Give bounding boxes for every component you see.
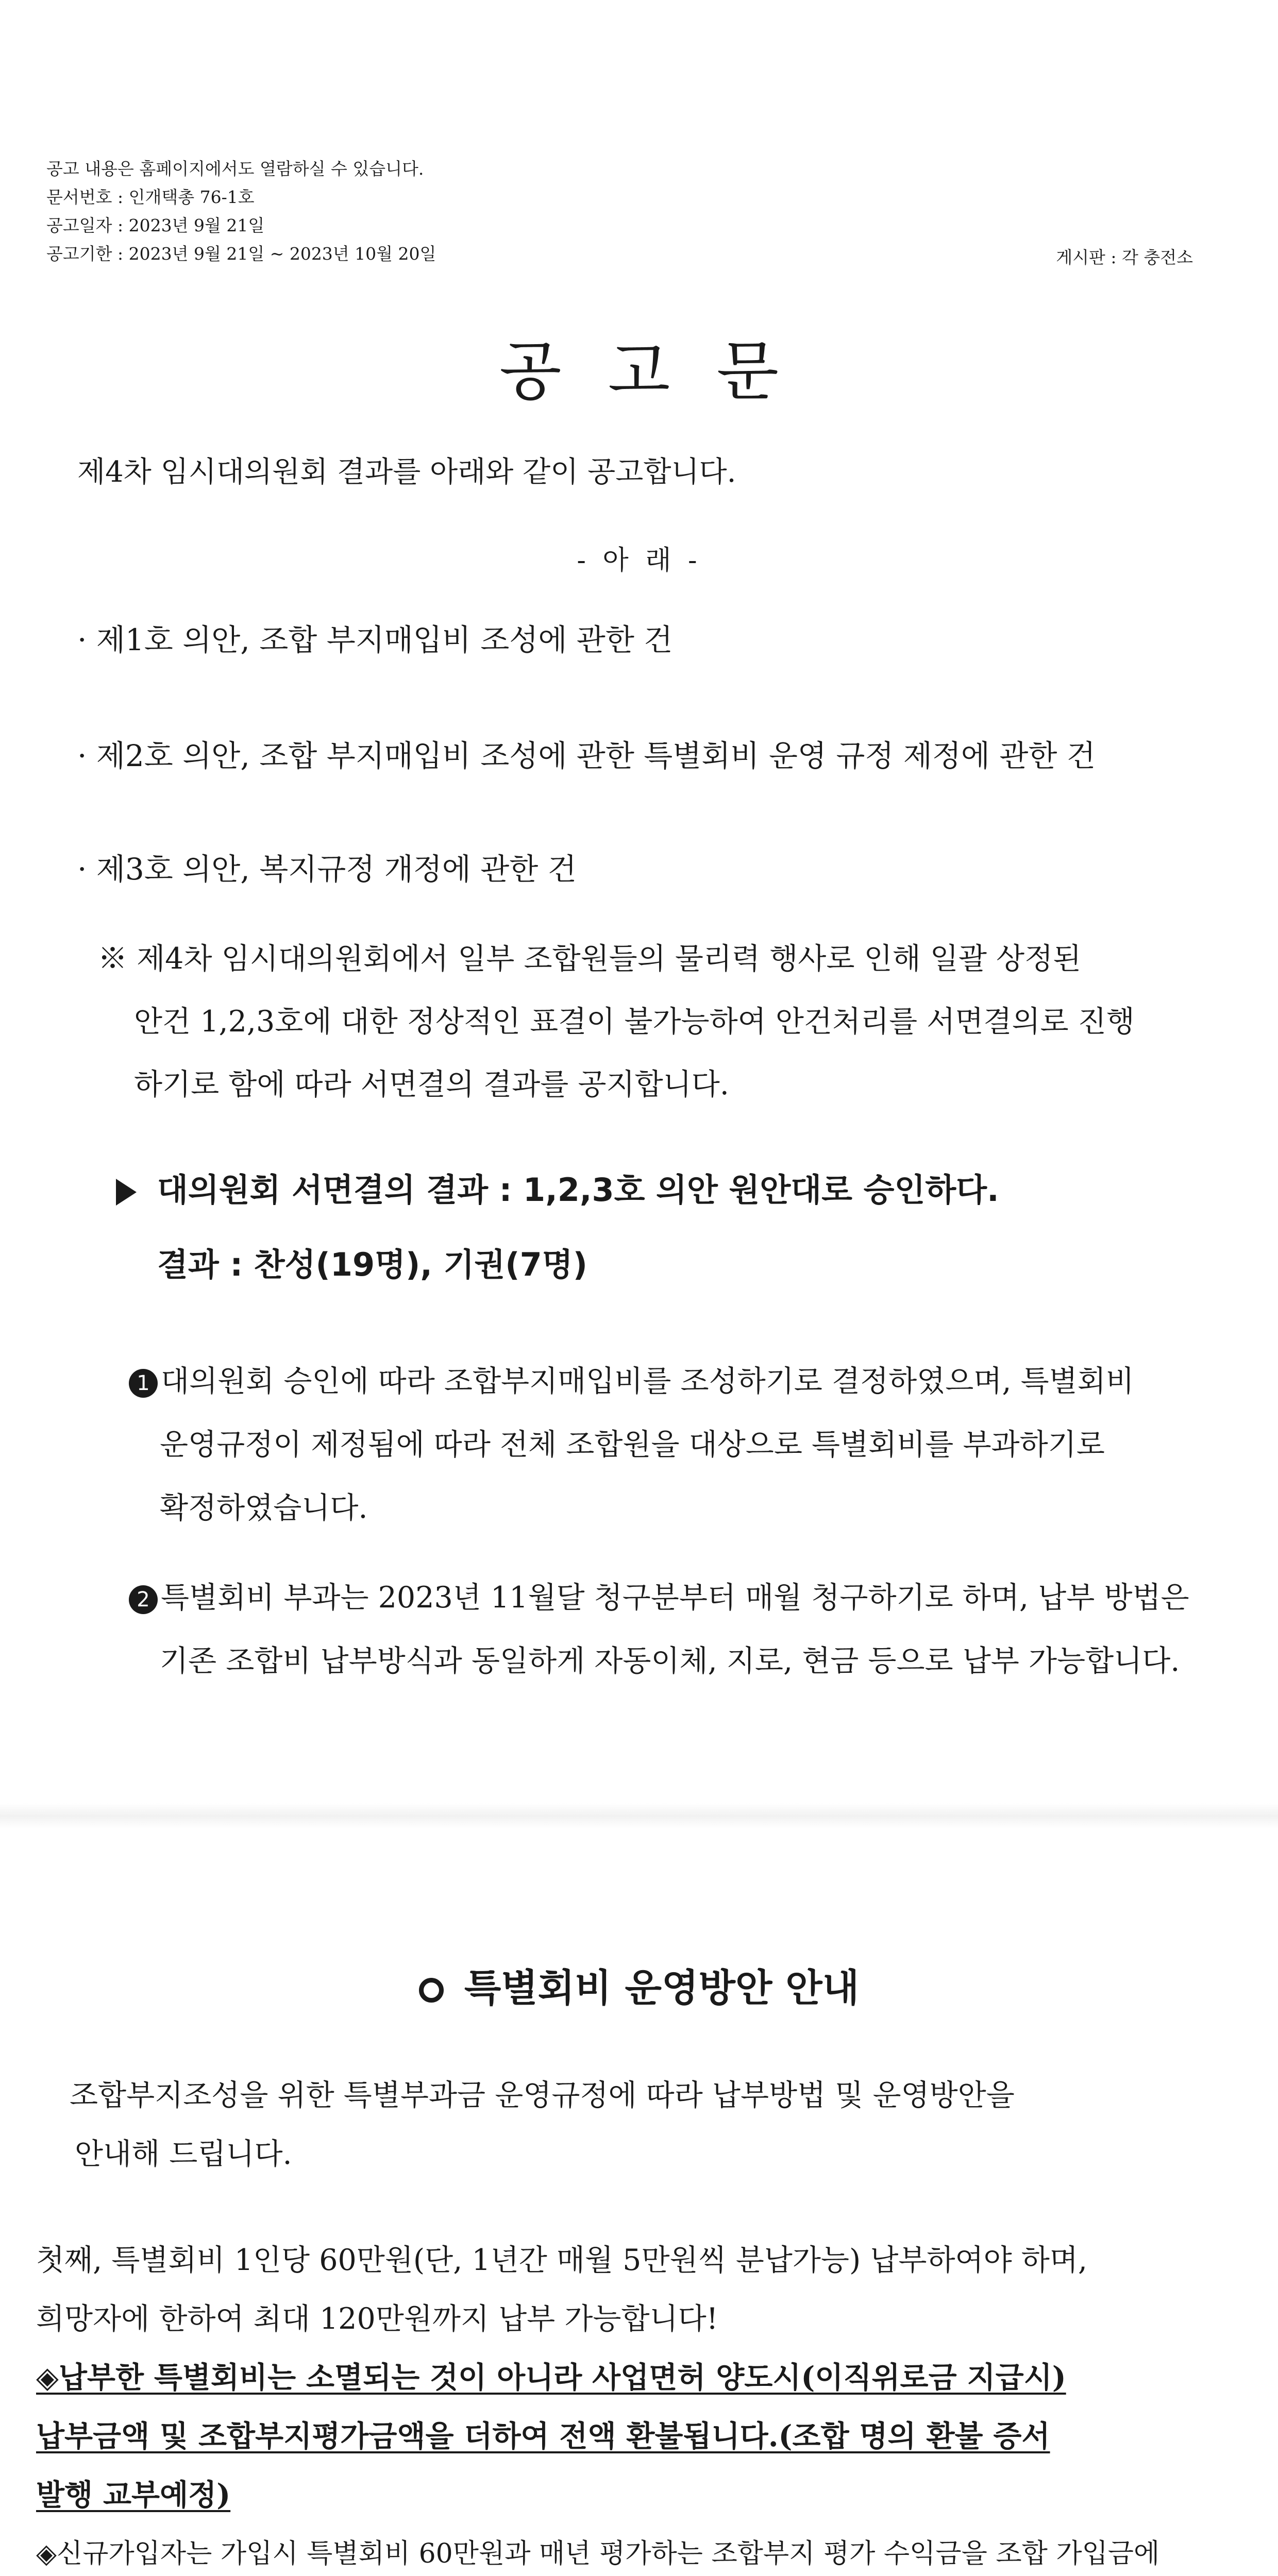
intro-text: 제4차 임시대의원회 결과를 아래와 같이 공고합니다. — [77, 455, 736, 489]
agenda-item: · 제2호 의안, 조합 부지매입비 조성에 관한 특별회비 운영 규정 제정에 관한 건 — [77, 738, 1096, 773]
page-divider — [0, 1803, 1278, 1829]
agenda-item: · 제3호 의안, 복지규정 개정에 관한 건 — [77, 852, 577, 887]
refund-notice: 납부금액 및 조합부지평가금액을 더하여 전액 환불됩니다.(조합 명의 환불 증서 — [36, 2419, 1050, 2453]
below-heading: - 아 래 - — [577, 545, 701, 576]
document-number: 문서번호 : 인개택총 76-1호 — [46, 187, 255, 207]
section-title: 특별회비 운영방안 안내 — [0, 1958, 1278, 2012]
refund-notice: ◈납부한 특별회비는 소멸되는 것이 아니라 사업면허 양도시(이직위로금 지급시) — [36, 2360, 1066, 2395]
first-rule: 첫째, 특별회비 1인당 60만원(단, 1년간 매월 5만원씩 분납가능) 납부하여야 하며, 희망자에 한하여 최대 120만원까지 납부 가능합니다! ◈납부한 특별회비는 소멸되는 것이 아니라 사업면허 양도시(이직위로금 지급시) 납부금액 및 조합부지평가금액을 더하여 전액 환불됩니다.(조합 명의 환불 증서 발행 교부예정) ◈신규가입자는 가입시 특별회비 60만원과 매년 평가하는 조합부지 평가 수익금을 조합 가입금에 — [36, 2231, 1242, 2576]
circle-bullet-icon — [419, 1978, 444, 2003]
homepage-note: 공고 내용은 홈페이지에서도 열람하실 수 있습니다. — [46, 159, 424, 179]
triangle-bullet-icon — [116, 1179, 137, 1206]
refund-notice: 발행 교부예정) — [36, 2478, 231, 2512]
circled-number-icon: 1 — [129, 1369, 158, 1398]
point-1 — [129, 1350, 1232, 1540]
page-title: 공고문 — [499, 334, 826, 409]
section-intro: 조합부지조성을 위한 특별부과금 운영규정에 따라 납부방법 및 운영방안을 안내해 드립니다. — [70, 2078, 1015, 2171]
notice-line: 하기로 함에 따라 서면결의 결과를 공지합니다. — [134, 1067, 729, 1101]
circled-number-icon: 2 — [129, 1585, 158, 1614]
notice-period: 공고기한 : 2023년 9월 21일 ~ 2023년 10월 20일 — [46, 244, 436, 264]
point-line: 확정하였습니다. — [160, 1491, 368, 1525]
point-line: 2 특별회비 부과는 2023년 11월달 청구분부터 매월 청구하기로 하며, 납부 방법은 — [129, 1581, 1189, 1615]
result-line — [116, 1164, 999, 1210]
point-line: 운영규정이 제정됨에 따라 전체 조합원을 대상으로 특별회비를 부과하기로 — [160, 1428, 1105, 1462]
written-resolution-notice — [98, 927, 1232, 1116]
agenda-item: · 제1호 의안, 조합 부지매입비 조성에 관한 건 — [77, 622, 673, 657]
notice-line: 안건 1,2,3호에 대한 정상적인 표결이 불가능하여 안건처리를 서면결의로 진행 — [134, 1005, 1135, 1039]
point-2 — [129, 1566, 1232, 1693]
point-line: 1 대의원회 승인에 따라 조합부지매입비를 조성하기로 결정하였으며, 특별회비 — [129, 1364, 1134, 1398]
result-text: 대의원회 서면결의 결과 : 1,2,3호 의안 원안대로 승인하다. — [157, 1171, 999, 1209]
notice-date: 공고일자 : 2023년 9월 21일 — [46, 215, 265, 235]
point-line: 기존 조합비 납부방식과 동일하게 자동이체, 지로, 현금 등으로 납부 가능합니다. — [160, 1644, 1180, 1678]
vote-result: 결과 : 찬성(19명), 기권(7명) — [157, 1246, 588, 1283]
notice-line: ※ 제4차 임시대의원회에서 일부 조합원들의 물리력 행사로 인해 일괄 상정된 — [98, 942, 1082, 976]
bulletin-board: 게시판 : 각 충전소 — [1056, 247, 1193, 267]
